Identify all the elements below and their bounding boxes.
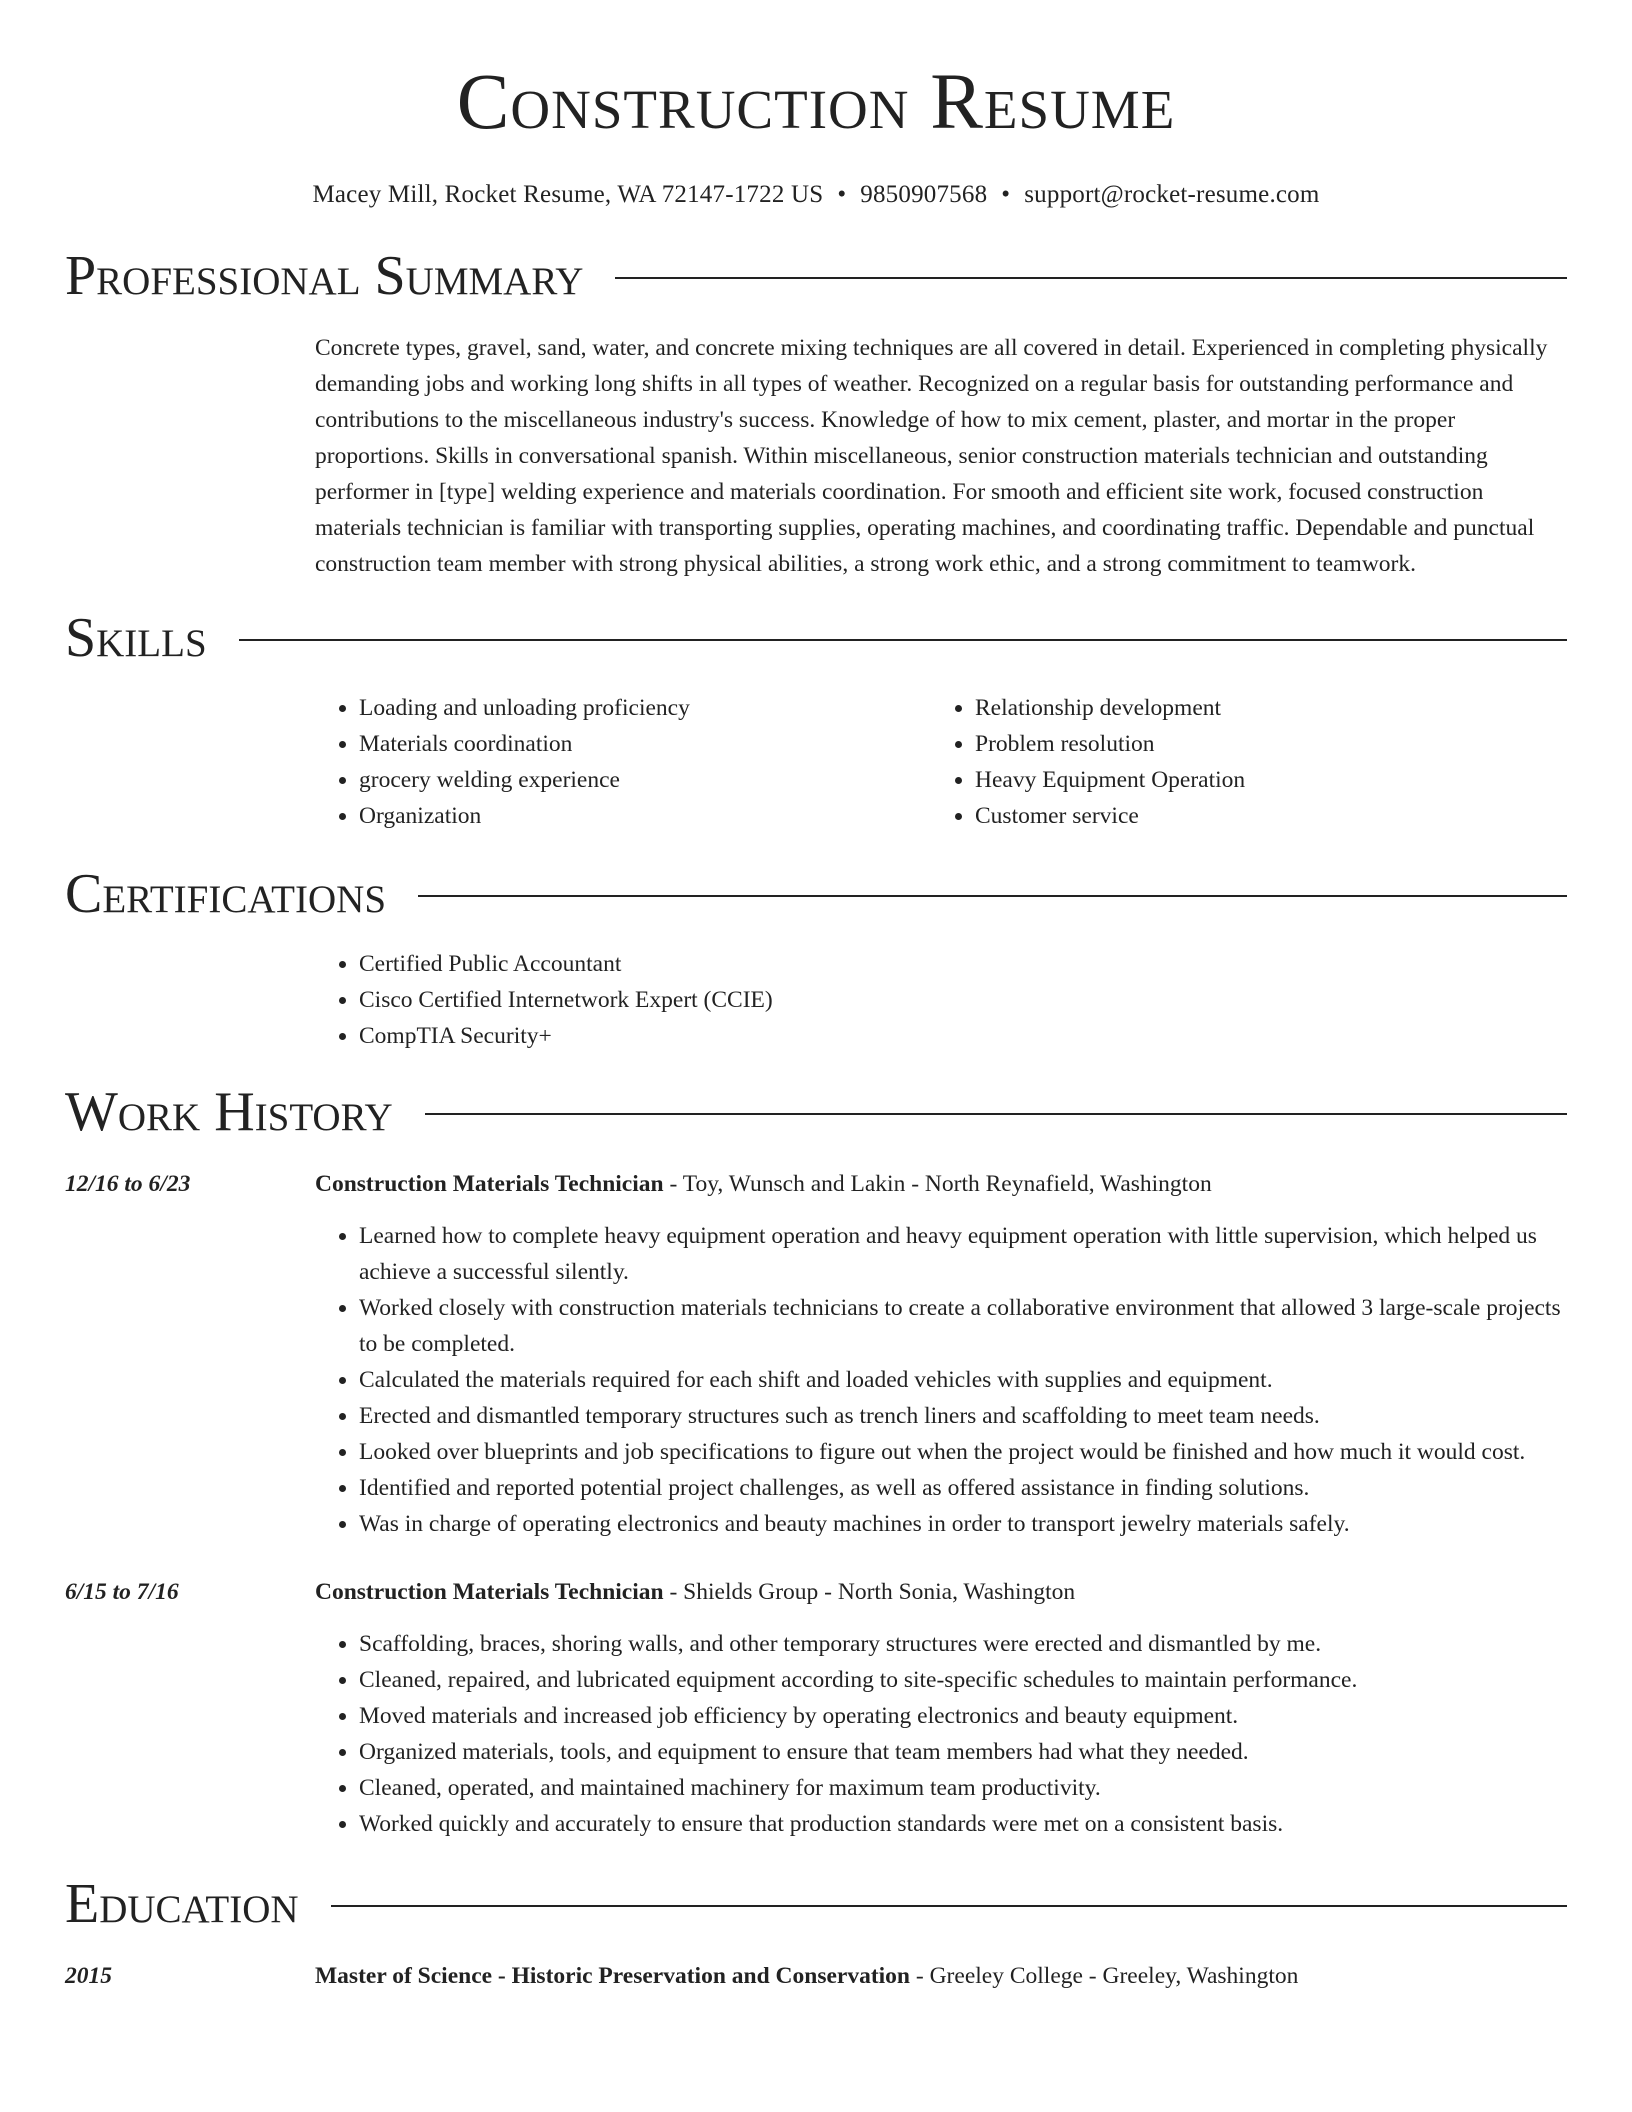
work-history-header (65, 1080, 1567, 1144)
job-duty-item: • Worked closely with construction materials technicians to create a collaborative environment that allowed 3 large-scale projects to be completed. (359, 1290, 1567, 1362)
work-history-heading: Work History (65, 1081, 393, 1143)
skills-column-right (931, 690, 1547, 834)
job-entry (65, 1574, 1567, 1842)
contact-line (65, 180, 1567, 210)
job-duty-item: • Learned how to complete heavy equipment operation and heavy equipment operation with little supervision, which helped us achieve a successful silently. (359, 1218, 1567, 1290)
certifications-section (65, 862, 1567, 1054)
job-duty-item: • Erected and dismantled temporary structures such as trench liners and scaffolding to meet team needs. (359, 1398, 1567, 1434)
job-details: - Toy, Wunsch and Lakin - North Reynafield, Washington (663, 1171, 1212, 1197)
skills-list-right (931, 690, 1547, 834)
job-duty-item: • Identified and reported potential project challenges, as well as offered assistance in finding solutions. (359, 1470, 1567, 1506)
job-duty-item: • Cleaned, operated, and maintained machinery for maximum team productivity. (359, 1770, 1567, 1806)
job-duty-item: • Was in charge of operating electronics and beauty machines in order to transport jewelry materials safely. (359, 1506, 1567, 1542)
education-year: 2015 (65, 1963, 112, 1989)
skills-section (65, 606, 1567, 834)
job-duties (315, 1218, 1567, 1542)
job-duties-list (315, 1218, 1567, 1542)
job-header (65, 1166, 1567, 1202)
job-details: - Shields Group - North Sonia, Washington (663, 1579, 1076, 1605)
education-header (65, 1872, 1567, 1936)
job-duties-list (315, 1626, 1567, 1842)
education-heading: Education (65, 1873, 299, 1935)
job-duty-item: • Organized materials, tools, and equipment to ensure that team members had what they needed. (359, 1734, 1567, 1770)
education-entry (65, 1958, 1567, 1994)
skill-item: • Heavy Equipment Operation (975, 762, 1547, 798)
skill-item: • Organization (359, 798, 931, 834)
job-duty-item: • Moved materials and increased job efficiency by operating electronics and beauty equipment. (359, 1698, 1567, 1734)
job-duty-item: • Worked quickly and accurately to ensure that production standards were met on a consistent basis. (359, 1806, 1567, 1842)
certification-item: • Cisco Certified Internetwork Expert (CCIE) (359, 982, 1567, 1018)
certifications-body (315, 946, 1567, 1054)
section-divider (418, 895, 1567, 897)
summary-header (65, 244, 1567, 308)
education-details: - Greeley College - Greeley, Washington (910, 1963, 1299, 1989)
skills-header (65, 606, 1567, 670)
certification-item: • CompTIA Security+ (359, 1018, 1567, 1054)
education-info (315, 1958, 1567, 1994)
job-entry (65, 1166, 1567, 1542)
certifications-heading: Certifications (65, 863, 387, 925)
skills-column-left (315, 690, 931, 834)
education-degree: Master of Science - Historic Preservation and Conservation (315, 1963, 911, 1989)
job-duty-item: • Calculated the materials required for each shift and loaded vehicles with supplies and equipment. (359, 1362, 1567, 1398)
section-divider (425, 1113, 1567, 1115)
job-info (315, 1166, 1567, 1202)
education-section (65, 1872, 1567, 1994)
job-header (65, 1574, 1567, 1610)
contact-phone: 9850907568 (860, 181, 988, 208)
summary-section (65, 244, 1567, 582)
job-title: Construction Materials Technician (315, 1171, 664, 1197)
section-divider (239, 639, 1567, 641)
skill-item: • Materials coordination (359, 726, 931, 762)
page-title: Construction Resume (456, 59, 1176, 146)
job-duty-item: • Cleaned, repaired, and lubricated equipment according to site-specific schedules to maintain performance. (359, 1662, 1567, 1698)
job-title: Construction Materials Technician (315, 1579, 664, 1605)
education-row (65, 1958, 1567, 1994)
contact-separator: • (1001, 181, 1011, 208)
skill-item: • Customer service (975, 798, 1547, 834)
skills-grid (315, 690, 1567, 834)
contact-email: support@rocket-resume.com (1024, 181, 1320, 208)
skill-item: • Relationship development (975, 690, 1547, 726)
section-divider (615, 277, 1567, 279)
skills-heading: Skills (65, 607, 207, 669)
job-dates: 12/16 to 6/23 (65, 1171, 191, 1197)
certifications-header (65, 862, 1567, 926)
skill-item: • Loading and unloading proficiency (359, 690, 931, 726)
skill-item: • grocery welding experience (359, 762, 931, 798)
certifications-list (315, 946, 1567, 1054)
job-info (315, 1574, 1567, 1610)
certification-item: • Certified Public Accountant (359, 946, 1567, 982)
skills-list-left (315, 690, 931, 834)
summary-text: Concrete types, gravel, sand, water, and concrete mixing techniques are all covered in detail. Experienced in completing physically demanding jobs and working long shifts in all types of weather. Recognized on a regular basis for outstanding performance and contributions to the miscellaneous industry's success. Knowledge of how to mix cement, plaster, and mortar in the proper proportions. Skills in conversational spanish. Within miscellaneous, senior construction materials technician and outstanding performer in [type] welding experience and materials coordination. For smooth and efficient site work, focused construction materials technician is familiar with transporting supplies, operating machines, and coordinating traffic. Dependable and punctual construction team member with strong physical abilities, a strong work ethic, and a strong commitment to teamwork. (315, 335, 1548, 577)
job-duty-item: • Looked over blueprints and job specifications to figure out when the project would be finished and how much it would cost. (359, 1434, 1567, 1470)
summary-heading: Professional Summary (65, 245, 584, 307)
skill-item: • Problem resolution (975, 726, 1547, 762)
job-dates: 6/15 to 7/16 (65, 1579, 179, 1605)
contact-address: Macey Mill, Rocket Resume, WA 72147-1722 US (312, 181, 824, 208)
work-history-section (65, 1080, 1567, 1842)
job-duty-item: • Scaffolding, braces, shoring walls, and other temporary structures were erected and dismantled by me. (359, 1626, 1567, 1662)
job-duties (315, 1626, 1567, 1842)
section-divider (331, 1905, 1567, 1907)
contact-separator: • (837, 181, 847, 208)
